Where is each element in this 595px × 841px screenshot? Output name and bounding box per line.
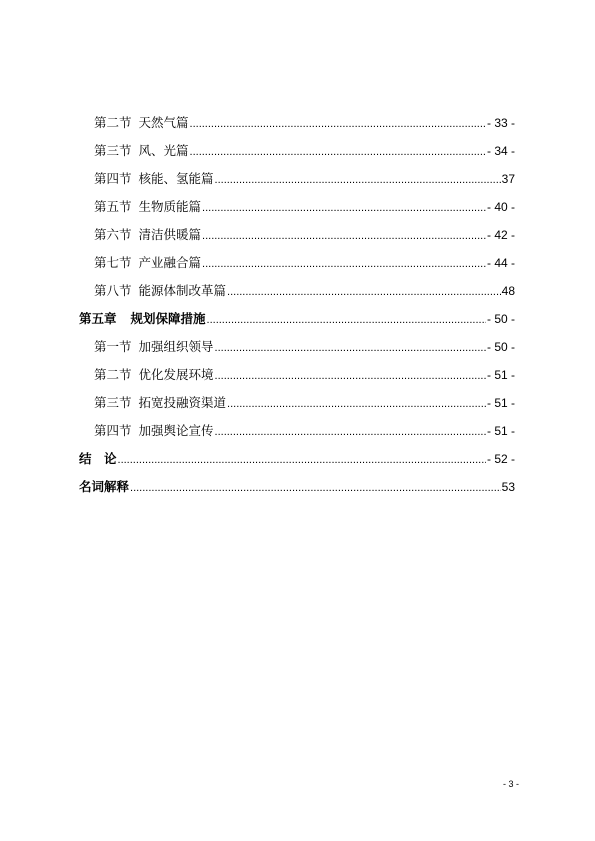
toc-entry-title	[94, 226, 201, 244]
toc-dot-leader	[227, 395, 486, 413]
toc-section-number: 第六节	[94, 227, 132, 242]
toc-dot-leader	[190, 143, 486, 161]
toc-dot-leader	[207, 311, 486, 329]
toc-glossary-entry[interactable]	[79, 478, 515, 496]
toc-entry-title	[94, 170, 214, 188]
toc-entry[interactable]	[94, 226, 515, 244]
toc-dot-leader	[202, 199, 486, 217]
toc-page-number: - 44 -	[486, 256, 515, 270]
toc-chapter-entry[interactable]	[79, 310, 515, 328]
toc-entry[interactable]	[94, 422, 515, 440]
toc-page-number: - 51 -	[486, 424, 515, 438]
toc-section-number: 第五节	[94, 199, 132, 214]
toc-entry-title	[94, 422, 214, 440]
toc-page-number: - 52 -	[486, 452, 515, 466]
toc-page-number: - 42 -	[486, 228, 515, 242]
toc-entry-title	[94, 142, 189, 160]
toc-section-title: 清洁供暖篇	[138, 227, 202, 242]
toc-dot-leader	[202, 255, 486, 273]
toc-entry[interactable]	[94, 282, 515, 300]
toc-entry-title	[94, 254, 201, 272]
toc-page-number: - 50 -	[486, 340, 515, 354]
toc-dot-leader	[202, 227, 486, 245]
toc-section-number: 第八节	[94, 283, 132, 298]
toc-section-title: 风、光篇	[138, 143, 189, 158]
toc-section-number: 第四节	[94, 423, 132, 438]
toc-section-title: 优化发展环境	[138, 367, 214, 382]
toc-entry-title	[94, 282, 226, 300]
toc-page-number: 48	[501, 284, 515, 298]
toc-dot-leader	[215, 367, 486, 385]
toc-page-number: - 34 -	[486, 144, 515, 158]
toc-page-number: - 51 -	[486, 368, 515, 382]
toc-section-number: 第四节	[94, 171, 132, 186]
page-number-footer: - 3 -	[503, 779, 520, 789]
toc-section-title: 加强组织领导	[138, 339, 214, 354]
toc-entry-title	[94, 338, 214, 356]
toc-entry-title	[94, 366, 214, 384]
toc-entry-title	[94, 394, 226, 412]
toc-entry[interactable]	[94, 114, 515, 132]
toc-dot-leader	[227, 283, 501, 301]
toc-section-number: 第三节	[94, 395, 132, 410]
toc-section-number: 第一节	[94, 339, 132, 354]
toc-chapter-number: 第五章	[79, 311, 117, 326]
toc-entry[interactable]	[94, 254, 515, 272]
toc-entry[interactable]	[94, 366, 515, 384]
toc-section-title: 加强舆论宣传	[138, 423, 214, 438]
toc-page-number: - 40 -	[486, 200, 515, 214]
toc-entry[interactable]	[94, 142, 515, 160]
toc-glossary-title: 名词解释	[79, 479, 130, 494]
toc-section-title: 生物质能篇	[138, 199, 202, 214]
toc-dot-leader	[118, 451, 486, 469]
toc-chapter-title: 规划保障措施	[130, 311, 206, 326]
toc-section-title: 拓宽投融资渠道	[138, 395, 227, 410]
toc-section-number: 第三节	[94, 143, 132, 158]
toc-entry[interactable]	[94, 198, 515, 216]
toc-dot-leader	[130, 479, 501, 497]
toc-section-title: 产业融合篇	[138, 255, 202, 270]
toc-section-number: 第二节	[94, 367, 132, 382]
toc-entry-title	[79, 310, 206, 328]
toc-page-number: 37	[501, 172, 515, 186]
toc-dot-leader	[215, 339, 486, 357]
toc-conclusion-title: 结 论	[79, 451, 117, 466]
toc-dot-leader	[215, 423, 486, 441]
toc-section-title: 能源体制改革篇	[138, 283, 227, 298]
toc-page-number: - 50 -	[486, 312, 515, 326]
toc-entry[interactable]	[94, 394, 515, 412]
toc-page-number: - 33 -	[486, 116, 515, 130]
toc-conclusion-entry[interactable]	[79, 450, 515, 468]
toc-dot-leader	[190, 115, 486, 133]
toc-page-number: - 51 -	[486, 396, 515, 410]
toc-page-number: 53	[501, 480, 515, 494]
toc-section-number: 第二节	[94, 115, 132, 130]
toc-entry-title	[94, 198, 201, 216]
toc-dot-leader	[215, 171, 501, 189]
toc-section-title: 核能、氢能篇	[138, 171, 214, 186]
toc-section-title: 天然气篇	[138, 115, 189, 130]
toc-section-number: 第七节	[94, 255, 132, 270]
toc-entry[interactable]	[94, 338, 515, 356]
toc-entry[interactable]	[94, 170, 515, 188]
toc-entry-title	[94, 114, 189, 132]
